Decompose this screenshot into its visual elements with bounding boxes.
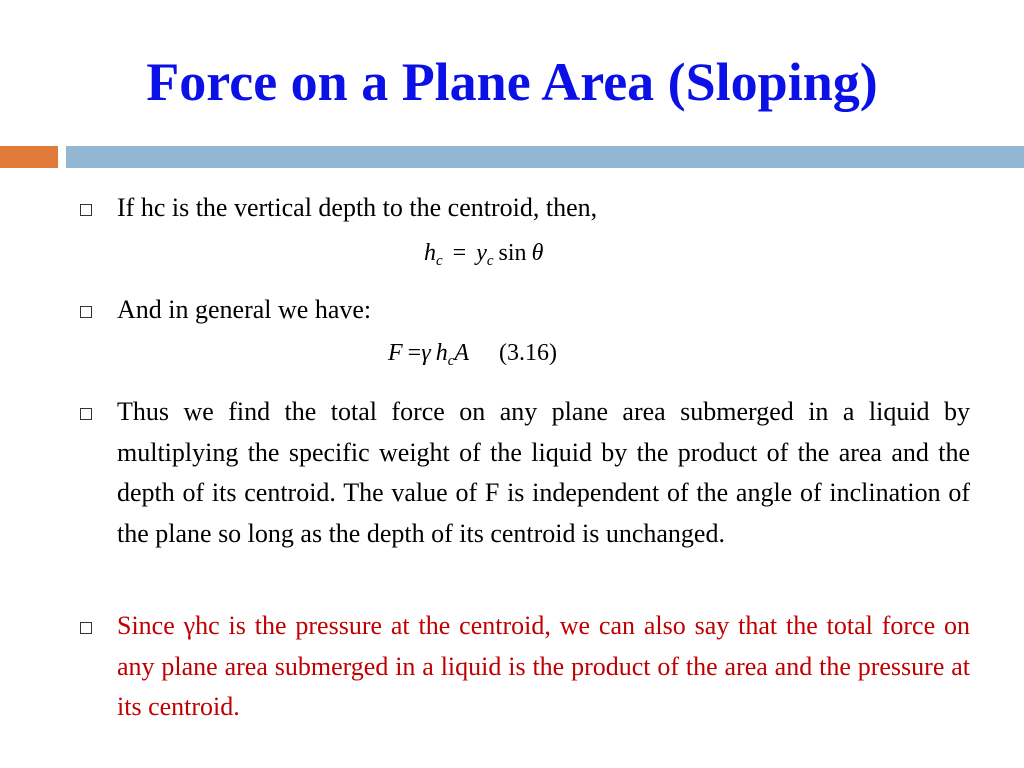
bullet-text-1: If hc is the vertical depth to the centroid, then, [117,193,598,222]
title-divider-bar [66,146,1024,168]
eq1-operator: = [452,240,467,266]
eq2-gamma: γ [421,340,431,366]
slide-title: Force on a Plane Area (Sloping) [146,52,878,112]
hollow-square-bullet-icon [80,408,92,420]
bullet-item-4 [80,606,970,731]
bullet-text-4: Since γhc is the pressure at the centroid, we can also say that the total force on any plane area submerged in a liquid is the product of the area and the pressure at its centroid. [117,611,970,721]
bullet-text-2: And in general we have: [117,295,372,324]
hollow-square-bullet-icon [80,204,92,216]
eq1-function: sin [498,240,527,266]
hollow-square-bullet-icon [80,622,92,634]
eq1-lhs-sub: c [436,253,443,269]
bullet-text-3: Thus we find the total force on any plane area submerged in a liquid by multiplying the specific weight of the liquid by the product of the area and the depth of its centroid. The value of F is independent of the angle of inclination of the plane so long as the depth of its centroid is unchanged. [117,397,970,548]
bullet-item-3 [80,392,970,597]
title-divider-accent [0,146,58,168]
equation-centroid-depth [424,240,543,267]
eq2-lhs: F [388,340,403,366]
eq1-rhs-sub: c [486,253,494,269]
eq1-lhs-var: h [424,240,436,266]
bullet-item-2 [80,290,970,332]
eq1-rhs-var: y [476,240,487,266]
eq2-h-var: h [435,340,448,366]
eq2-h-sub: c [447,353,455,369]
eq1-argument: θ [531,240,544,266]
eq2-area: A [454,340,470,366]
eq2-operator: = [407,340,422,366]
eq2-number: (3.16) [499,340,558,366]
bullet-item-1 [80,188,970,230]
hollow-square-bullet-icon [80,306,92,318]
equation-total-force [388,340,557,367]
